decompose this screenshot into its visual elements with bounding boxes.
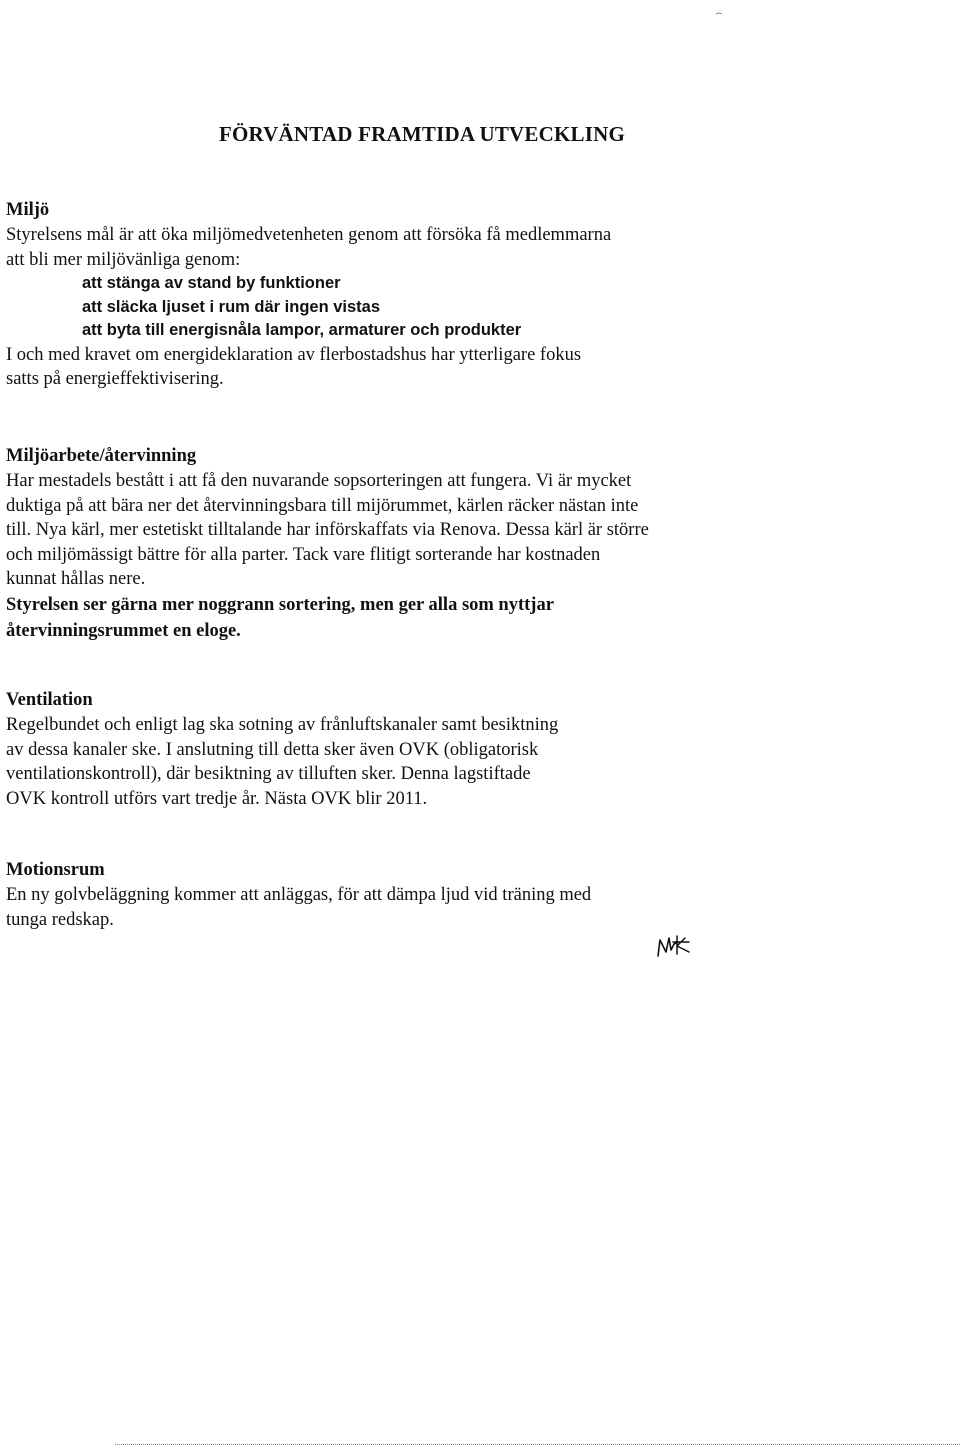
miljo-outro-line: satts på energieffektivisering. [6, 369, 224, 389]
miljo-bullet: att släcka ljuset i rum där ingen vistas [82, 297, 381, 316]
miljo-intro-line: att bli mer miljövänliga genom: [6, 249, 241, 270]
atervinning-strong-line: Styrelsen ser gärna mer noggrann sortering, men ger alla som nyttjar [6, 594, 554, 615]
ventilation-line: av dessa kanaler ske. I anslutning till detta sker även OVK (obligatorisk [6, 739, 539, 760]
section-miljo [6, 198, 946, 392]
section-heading-ventilation: Ventilation [6, 690, 93, 710]
miljo-bullet: att stänga av stand by funktioner [82, 274, 341, 292]
miljo-bullet: att byta till energisnåla lampor, armaturer och produkter [82, 321, 522, 339]
section-heading-motionsrum: Motionsrum [6, 860, 105, 880]
section-heading-miljo: Miljö [6, 200, 50, 220]
section-atervinning [6, 444, 946, 644]
atervinning-strong-line: återvinningsrummet en eloge. [6, 620, 241, 641]
atervinning-line: duktiga på att bära ner det återvinningsbara till mijörummet, kärlen räcker nästan inte [6, 495, 639, 516]
ventilation-line: Regelbundet och enligt lag ska sotning av frånluftskanaler samt besiktning [6, 715, 559, 735]
ventilation-line: OVK kontroll utförs vart tredje år. Nästa OVK blir 2011. [6, 788, 428, 809]
ventilation-line: ventilationskontroll), där besiktning av tilluften sker. Denna lagstiftade [6, 764, 531, 784]
section-heading-atervinning: Miljöarbete/återvinning [6, 446, 197, 466]
scan-speck [716, 2, 722, 5]
section-motionsrum [6, 858, 946, 932]
atervinning-line: kunnat hållas nere. [6, 569, 146, 589]
miljo-intro-line: Styrelsens mål är att öka miljömedvetenheten genom att försöka få medlemmarna [6, 225, 612, 245]
atervinning-line: Har mestadels bestått i att få den nuvarande sopsorteringen att fungera. Vi är mycket [6, 471, 632, 491]
atervinning-line: och miljömässigt bättre för alla parter. Tack vare flitigt sorterande har kostnaden [6, 544, 601, 565]
section-ventilation [6, 688, 946, 811]
footer-dotted-rule [115, 1444, 960, 1445]
handwritten-initials-signature [655, 930, 703, 962]
page-title: FÖRVÄNTAD FRAMTIDA UTVECKLING [218, 122, 626, 146]
miljo-outro-line: I och med kravet om energideklaration av flerbostadshus har ytterligare fokus [6, 344, 582, 365]
atervinning-line: till. Nya kärl, mer estetiskt tilltalande har införskaffats via Renova. Dessa kärl är större [6, 520, 649, 540]
motionsrum-line: tunga redskap. [6, 909, 114, 930]
motionsrum-line: En ny golvbeläggning kommer att anläggas, för att dämpa ljud vid träning med [6, 885, 592, 905]
